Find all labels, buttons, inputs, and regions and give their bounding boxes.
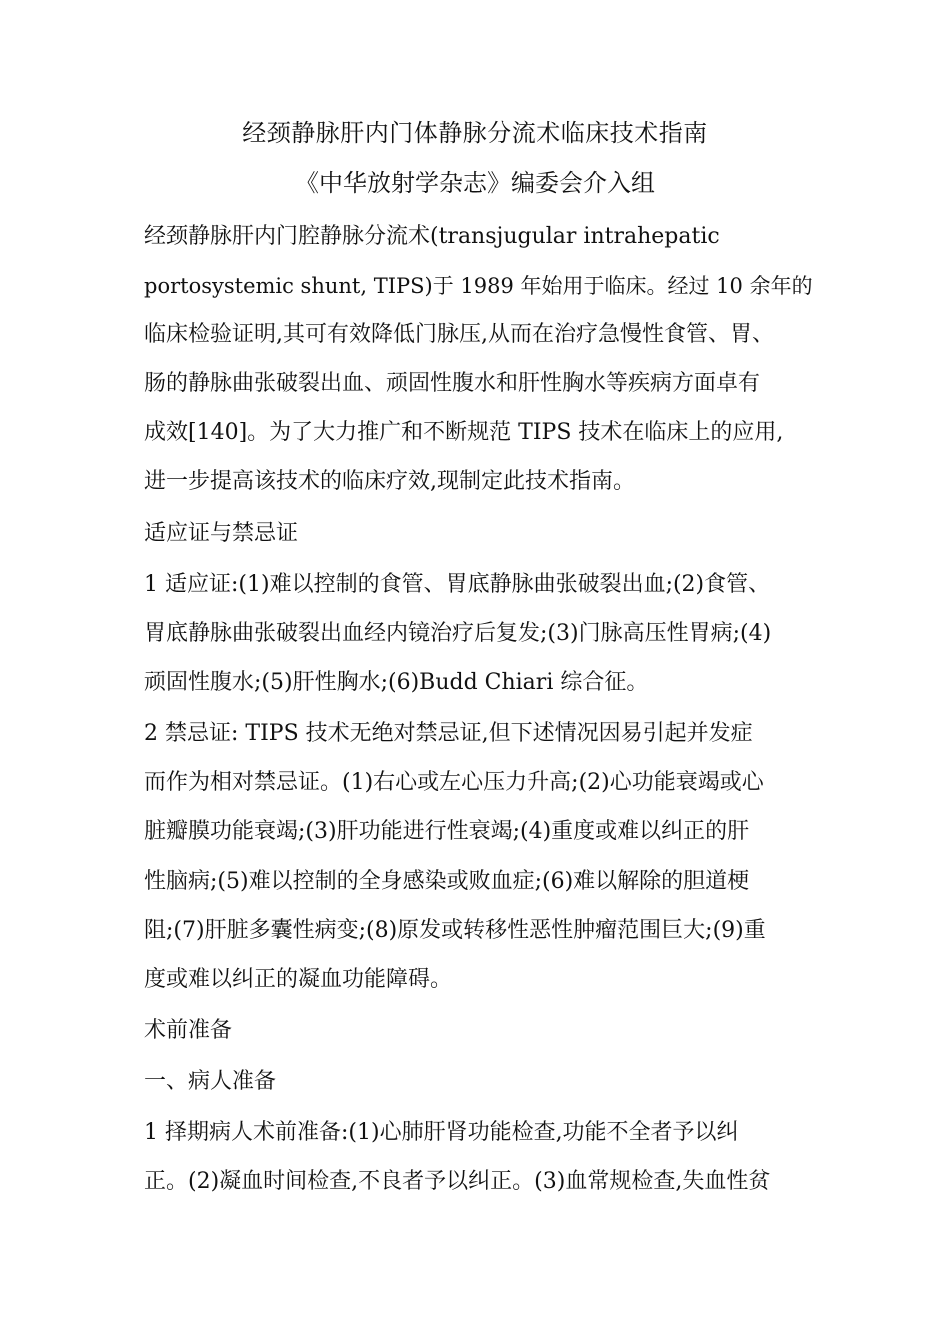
- text-line: 而作为相对禁忌证。(1)右心或左心压力升高;(2)心功能衰竭或心: [144, 770, 764, 795]
- section-heading: 术前准备: [144, 1018, 233, 1043]
- text-line: 成效[140]。为了大力推广和不断规范 TIPS 技术在临床上的应用,: [144, 420, 784, 445]
- document-title: 经颈静脉肝内门体静脉分流术临床技术指南: [242, 119, 708, 147]
- text-line: portosystemic shunt, TIPS)于 1989 年始用于临床。经过 10 余年的: [144, 274, 813, 298]
- text-line: 脏瓣膜功能衰竭;(3)肝功能进行性衰竭;(4)重度或难以纠正的肝: [144, 819, 750, 844]
- text-line: 肠的静脉曲张破裂出血、顽固性腹水和肝性胸水等疾病方面卓有: [144, 371, 761, 396]
- text-line: 1 择期病人术前准备:(1)心肺肝肾功能检查,功能不全者予以纠: [144, 1120, 739, 1145]
- text-line: 阻;(7)肝脏多囊性病变;(8)原发或转移性恶性肿瘤范围巨大;(9)重: [144, 918, 766, 943]
- text-line: 正。(2)凝血时间检查,不良者予以纠正。(3)血常规检查,失血性贫: [144, 1169, 771, 1194]
- section-heading: 适应证与禁忌证: [144, 521, 299, 546]
- text-line: 临床检验证明,其可有效降低门脉压,从而在治疗急慢性食管、胃、: [144, 322, 774, 347]
- text-line: 1 适应证:(1)难以控制的食管、胃底静脉曲张破裂出血;(2)食管、: [144, 572, 771, 597]
- text-line: 胃底静脉曲张破裂出血经内镜治疗后复发;(3)门脉高压性胃病;(4): [144, 621, 772, 646]
- document-subtitle: 《中华放射学杂志》编委会介入组: [295, 169, 655, 197]
- text-line: 2 禁忌证: TIPS 技术无绝对禁忌证,但下述情况因易引起并发症: [144, 721, 753, 746]
- text-line: 度或难以纠正的凝血功能障碍。: [144, 967, 453, 992]
- text-line: 性脑病;(5)难以控制的全身感染或败血症;(6)难以解除的胆道梗: [144, 869, 750, 894]
- text-line: 经颈静脉肝内门腔静脉分流术(transjugular intrahepatic: [144, 224, 720, 249]
- text-line: 顽固性腹水;(5)肝性胸水;(6)Budd Chiari 综合征。: [144, 670, 649, 695]
- text-line: 进一步提高该技术的临床疗效,现制定此技术指南。: [144, 469, 635, 494]
- subsection-heading: 一、病人准备: [144, 1069, 277, 1094]
